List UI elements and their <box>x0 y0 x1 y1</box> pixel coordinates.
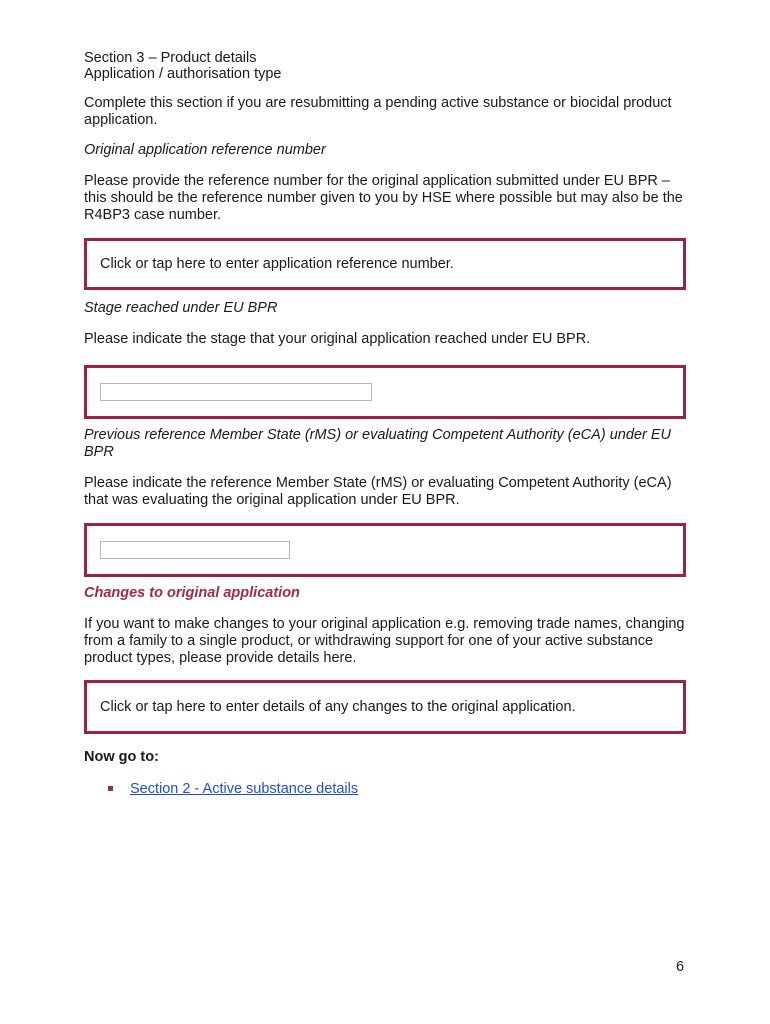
changes-details-placeholder: Click or tap here to enter details of any changes to the original application. <box>100 699 576 715</box>
changes-instructions: If you want to make changes to your original application e.g. removing trade names, changing from a family to a single product, or withdrawing support for one of your active substance product types, please provide details here. <box>84 616 685 666</box>
intro-text: Complete this section if you are resubmitting a pending active substance or biocidal product application. <box>84 95 672 128</box>
previous-rms-dropdown[interactable] <box>100 541 290 559</box>
stage-reached-box <box>84 365 686 419</box>
application-reference-placeholder: Click or tap here to enter application reference number. <box>100 256 454 272</box>
stage-reached-heading: Stage reached under EU BPR <box>84 300 278 316</box>
section-title: Section 3 – Product details <box>84 50 257 66</box>
application-reference-field[interactable] <box>84 238 686 290</box>
original-reference-instructions: Please provide the reference number for the original application submitted under EU BPR – this should be the reference number given to you by HSE where possible but may also be the R4BP3 case number. <box>84 173 683 223</box>
bullet-icon <box>108 786 113 791</box>
page-number: 6 <box>676 959 685 975</box>
previous-rms-heading: Previous reference Member State (rMS) or evaluating Competent Authority (eCA) under EU BPR <box>84 427 671 460</box>
changes-heading: Changes to original application <box>84 585 300 601</box>
previous-rms-box <box>84 523 686 577</box>
section-subtitle: Application / authorisation type <box>84 66 282 82</box>
changes-details-field[interactable] <box>84 680 686 734</box>
section-2-link[interactable]: Section 2 - Active substance details <box>130 781 359 797</box>
list-item <box>106 781 686 801</box>
now-go-to-label: Now go to: <box>84 749 159 765</box>
page-content <box>84 50 686 801</box>
stage-reached-instructions: Please indicate the stage that your original application reached under EU BPR. <box>84 331 591 347</box>
previous-rms-instructions: Please indicate the reference Member State (rMS) or evaluating Competent Authority (eCA) that was evaluating the original application under EU BPR. <box>84 475 672 508</box>
stage-reached-dropdown[interactable] <box>100 383 372 401</box>
original-reference-heading: Original application reference number <box>84 142 326 158</box>
